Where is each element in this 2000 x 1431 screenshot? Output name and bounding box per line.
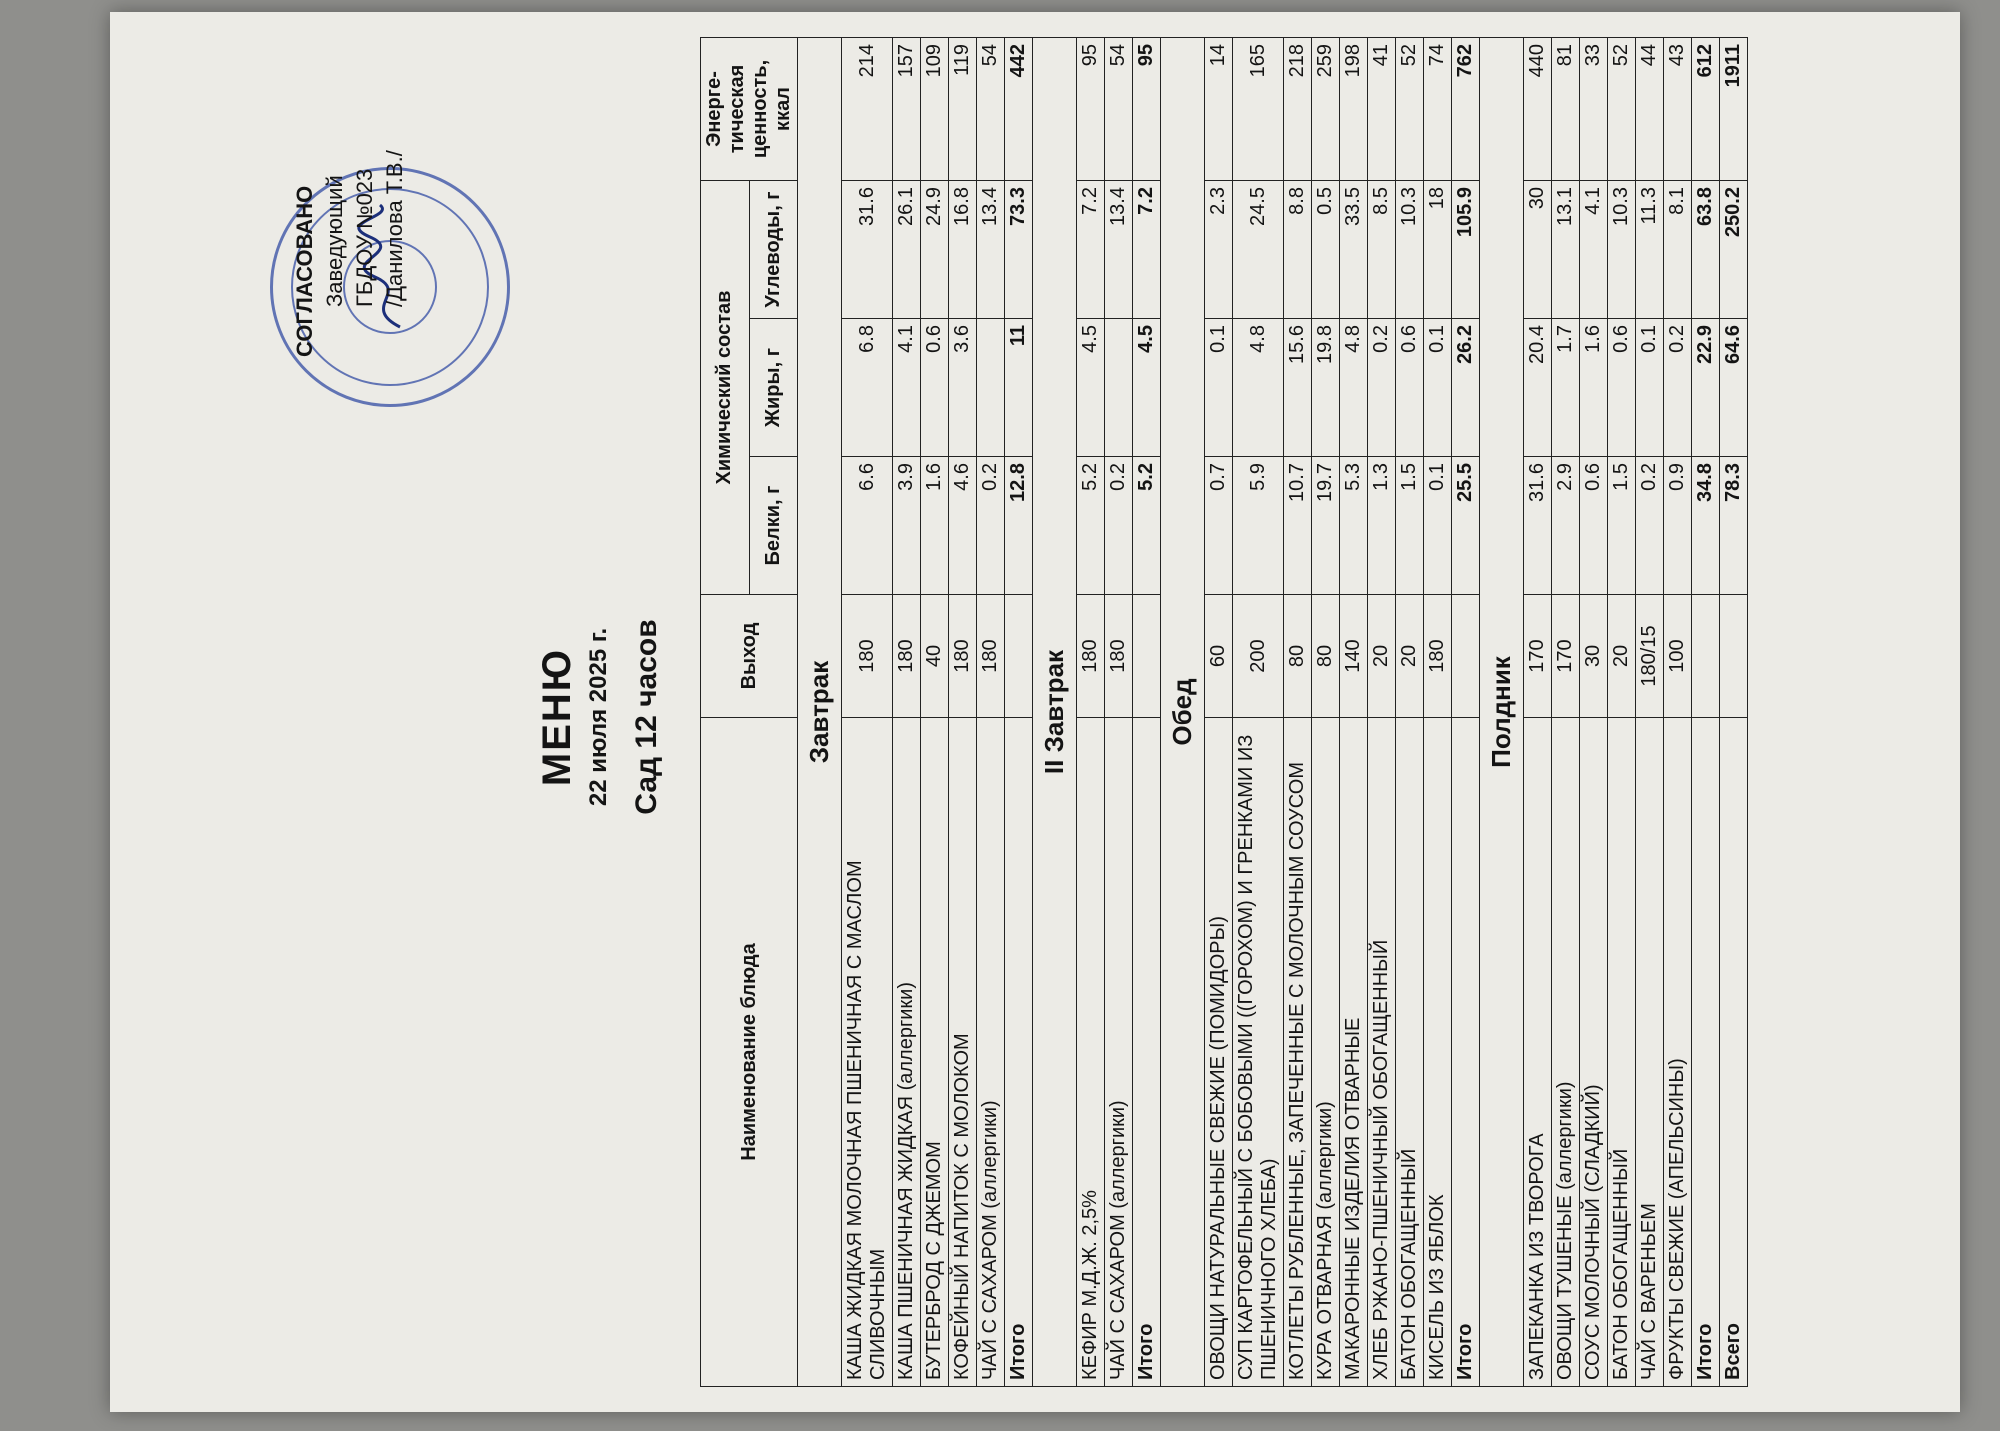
- header-output: Выход: [701, 595, 798, 718]
- dish-carb: 26.1: [893, 181, 921, 319]
- dish-fat: 0.6: [1396, 319, 1424, 457]
- dish-protein: 19.7: [1312, 457, 1340, 595]
- dish-fat: 0.1: [1424, 319, 1452, 457]
- total-row: [1005, 38, 1033, 1387]
- table-row: [1233, 38, 1284, 1387]
- dish-output: 180: [842, 595, 893, 718]
- dish-carb: 30: [1524, 181, 1552, 319]
- header-carb: Углеводы, г: [749, 181, 798, 319]
- grand-total-energy: 1911: [1720, 38, 1748, 181]
- approval-org: ГБДОУ №023: [352, 168, 377, 307]
- table-row: [1524, 38, 1552, 1387]
- approval-role: Заведующий: [322, 175, 347, 307]
- dish-carb: 8.5: [1368, 181, 1396, 319]
- dish-output: 200: [1233, 595, 1284, 718]
- dish-energy: 54: [977, 38, 1005, 181]
- dish-output: 180: [1077, 595, 1105, 718]
- grand-total-carb: 250.2: [1720, 181, 1748, 319]
- dish-fat: 4.8: [1233, 319, 1284, 457]
- menu-sheet: [110, 12, 1960, 1412]
- section-row: [1033, 38, 1077, 1387]
- dish-fat: 15.6: [1284, 319, 1312, 457]
- dish-carb: 2.3: [1205, 181, 1233, 319]
- dish-protein: 10.7: [1284, 457, 1312, 595]
- dish-energy: 214: [842, 38, 893, 181]
- section-title: Завтрак: [798, 38, 842, 1387]
- approval-title: СОГЛАСОВАНО: [292, 185, 317, 357]
- menu-table: [700, 37, 1748, 1387]
- dish-output: 180: [977, 595, 1005, 718]
- dish-carb: 11.3: [1636, 181, 1664, 319]
- total-output-empty: [1452, 595, 1480, 718]
- dish-name: СУП КАРТОФЕЛЬНЫЙ С БОБОВЫМИ ((ГОРОХОМ) И ГРЕНКАМИ ИЗ ПШЕНИЧНОГО ХЛЕБА): [1233, 718, 1284, 1387]
- dish-fat: 19.8: [1312, 319, 1340, 457]
- dish-energy: 54: [1105, 38, 1133, 181]
- dish-output: 100: [1664, 595, 1692, 718]
- dish-fat: 20.4: [1524, 319, 1552, 457]
- dish-name: БУТЕРБРОД С ДЖЕМОМ: [921, 718, 949, 1387]
- total-protein: 25.5: [1452, 457, 1480, 595]
- dish-name: КАША ЖИДКАЯ МОЛОЧНАЯ ПШЕНИЧНАЯ С МАСЛОМ СЛИВОЧНЫМ: [842, 718, 893, 1387]
- dish-fat: 4.5: [1077, 319, 1105, 457]
- dish-fat: [1105, 319, 1133, 457]
- section-row: [798, 38, 842, 1387]
- header-energy: Энерге-тическая ценность, ккал: [701, 38, 798, 181]
- dish-protein: 0.9: [1664, 457, 1692, 595]
- dish-output: 20: [1396, 595, 1424, 718]
- dish-carb: 4.1: [1580, 181, 1608, 319]
- dish-output: 180: [893, 595, 921, 718]
- header-name: Наименование блюда: [701, 718, 798, 1387]
- dish-energy: 109: [921, 38, 949, 181]
- dish-name: КЕФИР М.Д.Ж. 2,5%: [1077, 718, 1105, 1387]
- dish-fat: 0.1: [1205, 319, 1233, 457]
- total-fat: 4.5: [1133, 319, 1161, 457]
- dish-energy: 14: [1205, 38, 1233, 181]
- dish-protein: 0.2: [977, 457, 1005, 595]
- table-row: [1664, 38, 1692, 1387]
- header-chem: Химический состав: [701, 181, 750, 595]
- dish-carb: 31.6: [842, 181, 893, 319]
- total-label: Итого: [1133, 718, 1161, 1387]
- dish-protein: 0.2: [1636, 457, 1664, 595]
- dish-carb: 10.3: [1396, 181, 1424, 319]
- dish-name: ХЛЕБ РЖАНО-ПШЕНИЧНЫЙ ОБОГАЩЕННЫЙ: [1368, 718, 1396, 1387]
- table-row: [921, 38, 949, 1387]
- dish-protein: 1.5: [1608, 457, 1636, 595]
- dish-energy: 95: [1077, 38, 1105, 181]
- dish-fat: 0.2: [1664, 319, 1692, 457]
- dish-output: 30: [1580, 595, 1608, 718]
- table-row: [1580, 38, 1608, 1387]
- dish-energy: 165: [1233, 38, 1284, 181]
- table-row: [977, 38, 1005, 1387]
- dish-output: 180: [1424, 595, 1452, 718]
- dish-output: 20: [1368, 595, 1396, 718]
- total-row: [1692, 38, 1720, 1387]
- dish-fat: 0.6: [921, 319, 949, 457]
- dish-fat: 6.8: [842, 319, 893, 457]
- table-row: [1636, 38, 1664, 1387]
- dish-carb: 8.8: [1284, 181, 1312, 319]
- dish-fat: 3.6: [949, 319, 977, 457]
- dish-protein: 3.9: [893, 457, 921, 595]
- dish-energy: 198: [1340, 38, 1368, 181]
- dish-protein: 0.1: [1424, 457, 1452, 595]
- total-energy: 612: [1692, 38, 1720, 181]
- dish-protein: 1.3: [1368, 457, 1396, 595]
- dish-energy: 33: [1580, 38, 1608, 181]
- dish-carb: 8.1: [1664, 181, 1692, 319]
- dish-name: КОФЕЙНЫЙ НАПИТОК С МОЛОКОМ: [949, 718, 977, 1387]
- total-energy: 95: [1133, 38, 1161, 181]
- dish-name: МАКАРОННЫЕ ИЗДЕЛИЯ ОТВАРНЫЕ: [1340, 718, 1368, 1387]
- grand-total-output-empty: [1720, 595, 1748, 718]
- total-output-empty: [1005, 595, 1033, 718]
- dish-protein: 2.9: [1552, 457, 1580, 595]
- dish-carb: 16.8: [949, 181, 977, 319]
- dish-carb: 24.5: [1233, 181, 1284, 319]
- approval-name: /Данилова Т.В./: [382, 150, 407, 307]
- dish-energy: 259: [1312, 38, 1340, 181]
- section-title: II Завтрак: [1033, 38, 1077, 1387]
- table-row: [1340, 38, 1368, 1387]
- dish-energy: 119: [949, 38, 977, 181]
- table-row: [1608, 38, 1636, 1387]
- dish-energy: 44: [1636, 38, 1664, 181]
- dish-output: 60: [1205, 595, 1233, 718]
- dish-name: КИСЕЛЬ ИЗ ЯБЛОК: [1424, 718, 1452, 1387]
- dish-energy: 157: [893, 38, 921, 181]
- dish-carb: 13.4: [977, 181, 1005, 319]
- grand-total-protein: 78.3: [1720, 457, 1748, 595]
- header-protein: Белки, г: [749, 457, 798, 595]
- menu-table-body: [798, 38, 1748, 1387]
- dish-name: ЧАЙ С ВАРЕНЬЕМ: [1636, 718, 1664, 1387]
- dish-output: 180/15: [1636, 595, 1664, 718]
- section-row: [1161, 38, 1205, 1387]
- dish-protein: 1.6: [921, 457, 949, 595]
- dish-fat: 1.7: [1552, 319, 1580, 457]
- grand-total-fat: 64.6: [1720, 319, 1748, 457]
- total-fat: 11: [1005, 319, 1033, 457]
- table-row: [1396, 38, 1424, 1387]
- dish-name: БАТОН ОБОГАЩЕННЫЙ: [1608, 718, 1636, 1387]
- dish-protein: 5.9: [1233, 457, 1284, 595]
- dish-name: ОВОЩИ ТУШЕНЫЕ (аллергики): [1552, 718, 1580, 1387]
- dish-name: ЧАЙ С САХАРОМ (аллергики): [1105, 718, 1133, 1387]
- dish-name: КУРА ОТВАРНАЯ (аллергики): [1312, 718, 1340, 1387]
- table-row: [1105, 38, 1133, 1387]
- dish-carb: 24.9: [921, 181, 949, 319]
- total-output-empty: [1133, 595, 1161, 718]
- dish-fat: 4.8: [1340, 319, 1368, 457]
- dish-protein: 31.6: [1524, 457, 1552, 595]
- dish-name: ОВОЩИ НАТУРАЛЬНЫЕ СВЕЖИЕ (ПОМИДОРЫ): [1205, 718, 1233, 1387]
- menu-date: 22 июля 2025 г.: [585, 627, 612, 807]
- dish-fat: 0.2: [1368, 319, 1396, 457]
- dish-name: ФРУКТЫ СВЕЖИЕ (АПЕЛЬСИНЫ): [1664, 718, 1692, 1387]
- dish-output: 20: [1608, 595, 1636, 718]
- total-carb: 73.3: [1005, 181, 1033, 319]
- dish-energy: 218: [1284, 38, 1312, 181]
- dish-protein: 0.6: [1580, 457, 1608, 595]
- dish-carb: 0.5: [1312, 181, 1340, 319]
- table-row: [1077, 38, 1105, 1387]
- dish-fat: 0.6: [1608, 319, 1636, 457]
- total-carb: 63.8: [1692, 181, 1720, 319]
- dish-protein: 6.6: [842, 457, 893, 595]
- dish-fat: [977, 319, 1005, 457]
- dish-carb: 33.5: [1340, 181, 1368, 319]
- total-energy: 442: [1005, 38, 1033, 181]
- total-protein: 34.8: [1692, 457, 1720, 595]
- dish-energy: 52: [1396, 38, 1424, 181]
- dish-output: 180: [1105, 595, 1133, 718]
- dish-carb: 18: [1424, 181, 1452, 319]
- dish-fat: 4.1: [893, 319, 921, 457]
- dish-protein: 5.2: [1077, 457, 1105, 595]
- dish-energy: 81: [1552, 38, 1580, 181]
- dish-output: 140: [1340, 595, 1368, 718]
- dish-energy: 74: [1424, 38, 1452, 181]
- header-fat: Жиры, г: [749, 319, 798, 457]
- dish-protein: 1.5: [1396, 457, 1424, 595]
- table-row: [949, 38, 977, 1387]
- dish-output: 170: [1552, 595, 1580, 718]
- dish-protein: 0.2: [1105, 457, 1133, 595]
- dish-carb: 13.1: [1552, 181, 1580, 319]
- dish-name: ЗАПЕКАНКА ИЗ ТВОРОГА: [1524, 718, 1552, 1387]
- dish-carb: 10.3: [1608, 181, 1636, 319]
- table-row: [1368, 38, 1396, 1387]
- total-fat: 22.9: [1692, 319, 1720, 457]
- dish-energy: 52: [1608, 38, 1636, 181]
- total-protein: 12.8: [1005, 457, 1033, 595]
- dish-protein: 4.6: [949, 457, 977, 595]
- table-row: [1552, 38, 1580, 1387]
- table-row: [1284, 38, 1312, 1387]
- dish-carb: 7.2: [1077, 181, 1105, 319]
- grand-total-label: Всего: [1720, 718, 1748, 1387]
- dish-fat: 0.1: [1636, 319, 1664, 457]
- dish-fat: 1.6: [1580, 319, 1608, 457]
- table-row: [1312, 38, 1340, 1387]
- total-label: Итого: [1692, 718, 1720, 1387]
- table-row: [893, 38, 921, 1387]
- dish-protein: 0.7: [1205, 457, 1233, 595]
- approval-block: [290, 87, 410, 417]
- dish-name: СОУС МОЛОЧНЫЙ (СЛАДКИЙ): [1580, 718, 1608, 1387]
- total-carb: 7.2: [1133, 181, 1161, 319]
- dish-carb: 13.4: [1105, 181, 1133, 319]
- total-label: Итого: [1005, 718, 1033, 1387]
- total-fat: 26.2: [1452, 319, 1480, 457]
- dish-name: КОТЛЕТЫ РУБЛЕННЫЕ, ЗАПЕЧЕННЫЕ С МОЛОЧНЫМ СОУСОМ: [1284, 718, 1312, 1387]
- dish-output: 80: [1284, 595, 1312, 718]
- dish-energy: 43: [1664, 38, 1692, 181]
- section-title: Полдник: [1480, 38, 1524, 1387]
- section-title: Обед: [1161, 38, 1205, 1387]
- menu-subtitle: Сад 12 часов: [630, 619, 663, 815]
- dish-output: 180: [949, 595, 977, 718]
- dish-protein: 5.3: [1340, 457, 1368, 595]
- total-row: [1133, 38, 1161, 1387]
- section-row: [1480, 38, 1524, 1387]
- table-row: [1424, 38, 1452, 1387]
- paper-content: [250, 17, 2000, 1417]
- dish-output: 40: [921, 595, 949, 718]
- total-row: [1452, 38, 1480, 1387]
- dish-name: БАТОН ОБОГАЩЕННЫЙ: [1396, 718, 1424, 1387]
- table-row: [842, 38, 893, 1387]
- total-protein: 5.2: [1133, 457, 1161, 595]
- table-row: [1205, 38, 1233, 1387]
- dish-name: ЧАЙ С САХАРОМ (аллергики): [977, 718, 1005, 1387]
- dish-output: 80: [1312, 595, 1340, 718]
- grand-total-row: [1720, 38, 1748, 1387]
- total-output-empty: [1692, 595, 1720, 718]
- dish-energy: 440: [1524, 38, 1552, 181]
- total-energy: 762: [1452, 38, 1480, 181]
- page-title: МЕНЮ: [535, 647, 579, 787]
- total-carb: 105.9: [1452, 181, 1480, 319]
- total-label: Итого: [1452, 718, 1480, 1387]
- dish-name: КАША ПШЕНИЧНАЯ ЖИДКАЯ (аллергики): [893, 718, 921, 1387]
- dish-energy: 41: [1368, 38, 1396, 181]
- dish-output: 170: [1524, 595, 1552, 718]
